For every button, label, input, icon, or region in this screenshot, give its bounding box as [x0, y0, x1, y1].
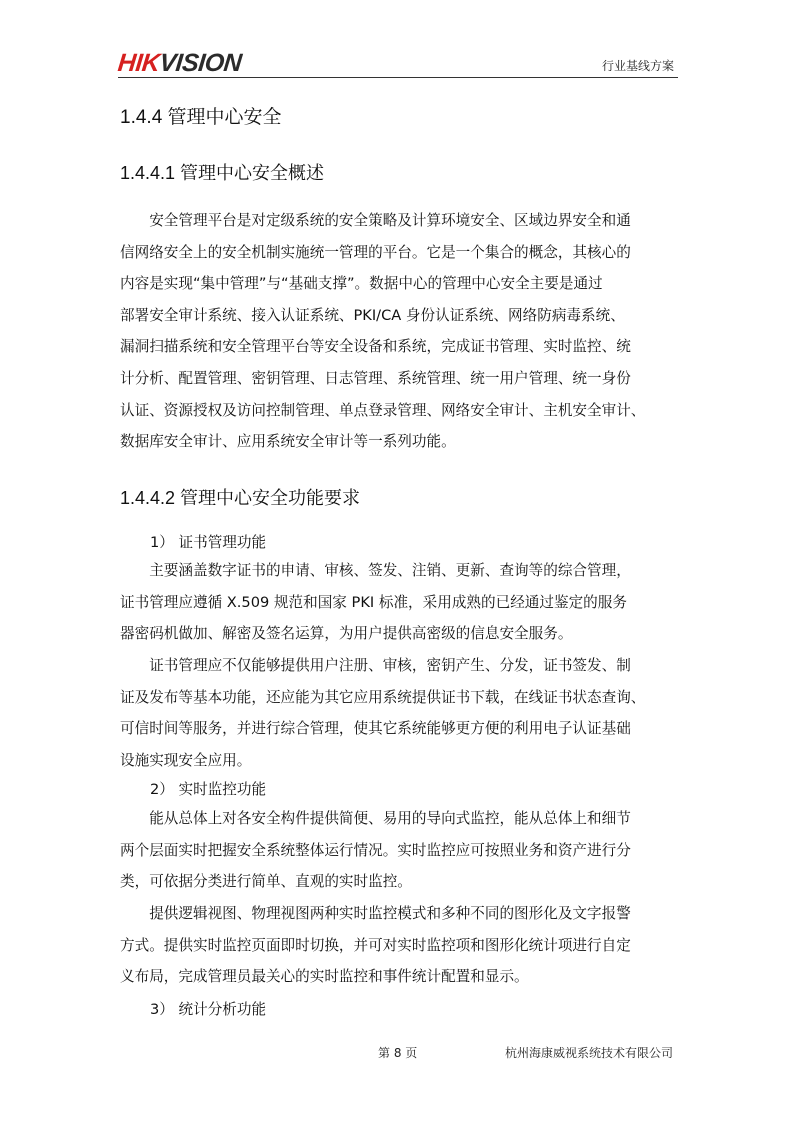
text-line: 主要涵盖数字证书的申请、审核、签发、注销、更新、查询等的综合管理， — [120, 562, 631, 579]
list-item-2: 2） 实时监控功能 — [150, 781, 267, 798]
hikvision-logo — [117, 50, 243, 76]
text-line: 证书管理应不仅能够提供用户注册、审核，密钥产生、分发，证书签发、制 — [120, 657, 631, 674]
text-line: 类，可依据分类进行简单、直观的实时监控。 — [120, 873, 412, 891]
text-line: 可信时间等服务，并进行综合管理，使其它系统能够更方便的利用电子认证基础 — [120, 720, 631, 738]
heading-1-4-4-1: 1.4.4.1 管理中心安全概述 — [120, 163, 325, 183]
footer-company: 杭州海康威视系统技术有限公司 — [504, 1046, 673, 1060]
text-line: 证及发布等基本功能，还应能为其它应用系统提供证书下载，在线证书状态查询、 — [120, 688, 646, 706]
text-line: 提供逻辑视图、物理视图两种实时监控模式和多种不同的图形化及文字报警 — [120, 905, 631, 922]
text-line: 方式。提供实时监控页面即时切换，并可对实时监控项和图形化统计项进行自定 — [120, 936, 631, 954]
item2-paragraph-2 — [120, 898, 676, 993]
text-line: 计分析、配置管理、密钥管理、日志管理、系统管理、统一用户管理、统一身份 — [120, 369, 631, 387]
text-line: 内容是实现“集中管理”与“基础支撑”。数据中心的管理中心安全主要是通过 — [120, 275, 603, 293]
text-line: 认证、资源授权及访问控制管理、单点登录管理、网络安全审计、主机安全审计、 — [120, 401, 646, 419]
text-line: 部署安全审计系统、接入认证系统、PKI/CA 身份认证系统、网络防病毒系统、 — [120, 306, 625, 324]
text-line: 能从总体上对各安全构件提供简便、易用的导向式监控，能从总体上和细节 — [120, 810, 631, 827]
heading-1-4-4-2: 1.4.4.2 管理中心安全功能要求 — [120, 488, 361, 508]
logo-hik-text: HIK — [116, 49, 162, 77]
text-line: 漏洞扫描系统和安全管理平台等安全设备和系统，完成证书管理、实时监控、统 — [120, 338, 631, 356]
item2-paragraph-1 — [120, 803, 676, 898]
overview-paragraph — [120, 205, 676, 458]
text-line: 义布局，完成管理员最关心的实时监控和事件统计配置和显示。 — [120, 968, 529, 986]
text-line: 信网络安全上的安全机制实施统一管理的平台。它是一个集合的概念，其核心的 — [120, 243, 631, 261]
text-line: 器密码机做加、解密及签名运算，为用户提供高密级的信息安全服务。 — [120, 625, 573, 643]
text-line: 数据库安全审计、应用系统安全审计等一系列功能。 — [120, 433, 456, 451]
item1-paragraph-2 — [120, 650, 676, 776]
logo-vision-text: VISION — [158, 49, 243, 77]
text-line: 安全管理平台是对定级系统的安全策略及计算环境安全、区域边界安全和通 — [120, 212, 631, 229]
page-header — [118, 50, 678, 78]
list-item-3: 3） 统计分析功能 — [150, 1001, 267, 1018]
header-doc-title: 行业基线方案 — [601, 59, 674, 73]
list-item-1: 1） 证书管理功能 — [150, 534, 267, 551]
text-line: 证书管理应遵循 X.509 规范和国家 PKI 标准，采用成熟的已经通过鉴定的服务 — [120, 593, 627, 611]
text-line: 设施实现安全应用。 — [120, 751, 252, 769]
heading-1-4-4: 1.4.4 管理中心安全 — [120, 107, 282, 128]
page-number: 第 8 页 — [378, 1046, 418, 1060]
text-line: 两个层面实时把握安全系统整体运行情况。实时监控应可按照业务和资产进行分 — [120, 841, 631, 859]
item1-paragraph-1 — [120, 555, 676, 650]
